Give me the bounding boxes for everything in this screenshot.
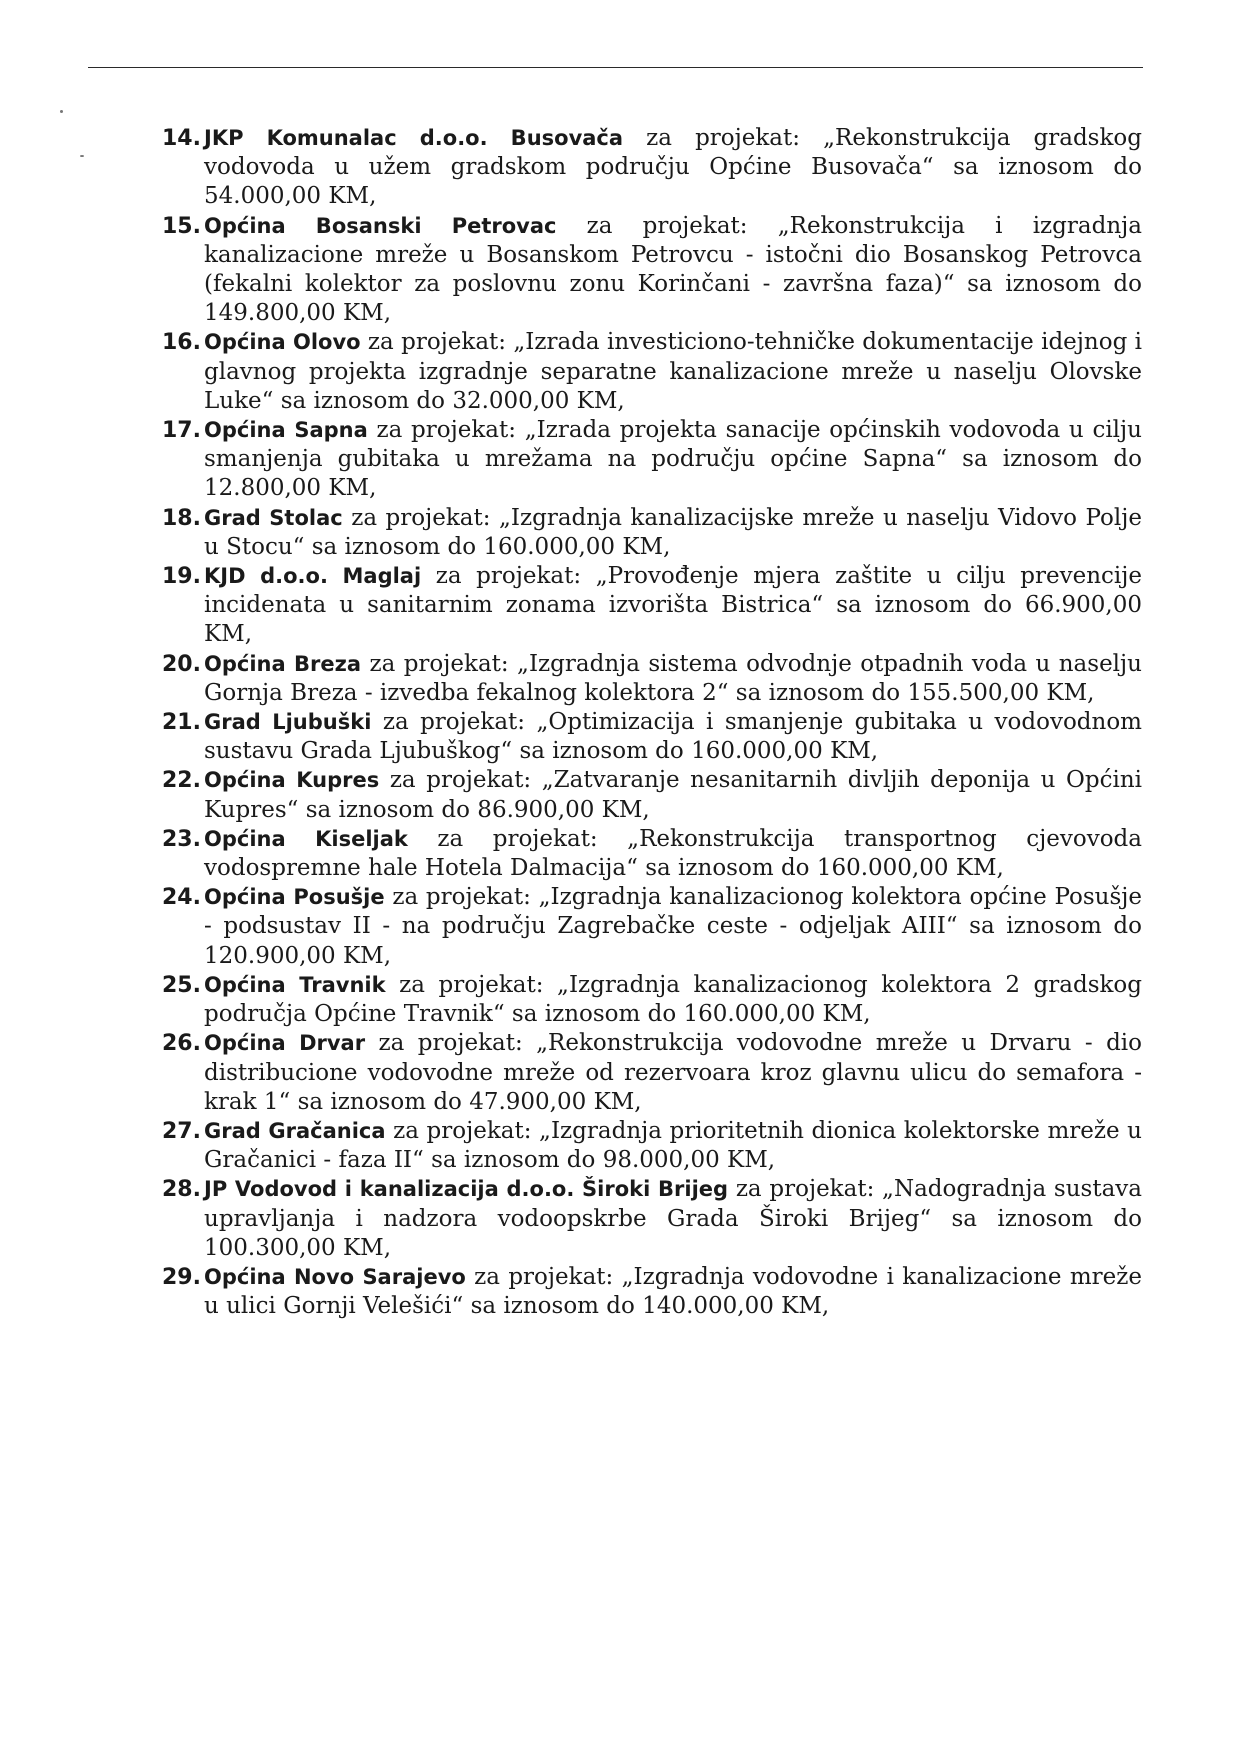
item-text: za projekat: „Zatvaranje nesanitarnih divljih deponija u Općini Kupres“ sa iznosom do 86.900,00 KM, <box>204 767 1143 823</box>
item-text: za projekat: „Izgradnja prioritetnih dionica kolektorske mreže u Gračanici - faza II“ sa iznosom do 98.000,00 KM, <box>204 1117 1142 1174</box>
item-text: za projekat: „Provođenje mjera zaštite u cilju prevencije incidenata u sanitarnim zonama izvorišta Bistrica“ sa iznosom do 66.900,00 KM, <box>204 563 1142 648</box>
item-beneficiary: Općina Drvar <box>204 1031 366 1056</box>
item-beneficiary: Općina Bosanski Petrovac <box>204 213 557 238</box>
item-beneficiary: Općina Novo Sarajevo <box>204 1264 466 1289</box>
item-number: 24. <box>162 885 201 911</box>
item-number: 20. <box>162 651 201 677</box>
item-text: za projekat: „Rekonstrukcija transportnog cjevovoda vodospremne hale Hotela Dalmacija“ sa iznosom do 160.000,00 KM, <box>204 825 1142 882</box>
item-text: za projekat: „Izgradnja vodovodne i kanalizacione mreže u ulici Gornji Velešići“ sa iznosom do 140.000,00 KM, <box>204 1263 1142 1320</box>
item-text: za projekat: „Izrada projekta sanacije općinskih vodovoda u cilju smanjenja gubitaka u mrežama na području općine Sapna“ sa iznosom do 12.800,00 KM, <box>204 417 1142 502</box>
list-item <box>162 883 1142 971</box>
item-number: 14. <box>162 126 201 151</box>
list-item <box>162 766 1142 824</box>
item-beneficiary: Grad Ljubuški <box>204 710 372 735</box>
item-text: za projekat: „Izgradnja sistema odvodnje otpadnih voda u naselju Gornja Breza - izvedba fekalnog kolektora 2“ sa iznosom do 155.500,00 KM, <box>204 650 1142 706</box>
scan-speck <box>80 155 84 157</box>
item-number: 15. <box>162 213 201 239</box>
item-text: za projekat: „Izgradnja kanalizacionog kolektora općine Posušje - podsustav II - na području Zagrebačke ceste - odjeljak AIII“ sa iznosom do 120.900,00 KM, <box>204 884 1142 969</box>
item-number: 23. <box>162 826 201 852</box>
list-item <box>162 825 1142 883</box>
item-number: 25. <box>162 972 201 998</box>
scan-speck <box>60 110 63 113</box>
item-number: 16. <box>162 330 201 356</box>
list-item <box>162 562 1142 650</box>
item-beneficiary: KJD d.o.o. Maglaj <box>204 564 422 589</box>
item-number: 26. <box>162 1031 201 1057</box>
item-number: 28. <box>162 1177 201 1203</box>
item-beneficiary: Općina Posušje <box>204 885 385 910</box>
item-number: 18. <box>162 505 201 531</box>
item-number: 19. <box>162 564 201 590</box>
item-text: za projekat: „Izgradnja kanalizacijske mreže u naselju Vidovo Polje u Stocu“ sa iznosom do 160.000,00 KM, <box>204 504 1142 560</box>
list-item <box>162 124 1142 212</box>
project-list <box>162 124 1142 1321</box>
item-text: za projekat: „Rekonstrukcija vodovodne mreže u Drvaru - dio distribucione vodovodne mreže od rezervoara kroz glavnu ulicu do semafora - krak 1“ sa iznosom do 47.900,00 KM, <box>204 1030 1143 1115</box>
list-item <box>162 1175 1142 1263</box>
item-beneficiary: Općina Sapna <box>204 418 368 443</box>
item-beneficiary: JP Vodovod i kanalizacija d.o.o. Široki Brijeg <box>204 1177 729 1202</box>
item-number: 21. <box>162 710 201 736</box>
top-rule <box>88 67 1143 68</box>
item-text: za projekat: „Izgradnja kanalizacionog kolektora 2 gradskog područja Općine Travnik“ sa iznosom do 160.000,00 KM, <box>204 971 1143 1028</box>
list-item <box>162 328 1142 416</box>
item-number: 27. <box>162 1118 201 1144</box>
item-number: 17. <box>162 418 201 444</box>
item-beneficiary: Grad Stolac <box>204 505 343 530</box>
item-text: za projekat: „Nadogradnja sustava upravljanja i nadzora vodoopskrbe Grada Široki Brijeg“ sa iznosom do 100.300,00 KM, <box>204 1176 1142 1261</box>
item-beneficiary: Općina Kupres <box>204 768 380 793</box>
item-beneficiary: Grad Gračanica <box>204 1118 386 1143</box>
list-item <box>162 708 1142 766</box>
item-text: za projekat: „Rekonstrukcija gradskog vodovoda u užem gradskom području Općine Busovača“ sa iznosom do 54.000,00 KM, <box>204 125 1142 210</box>
list-item <box>162 1263 1142 1321</box>
item-beneficiary: Općina Breza <box>204 651 362 676</box>
item-beneficiary: Općina Travnik <box>204 972 386 997</box>
list-item <box>162 1117 1142 1175</box>
list-item <box>162 1029 1142 1117</box>
list-item <box>162 212 1142 329</box>
item-number: 29. <box>162 1264 201 1290</box>
item-number: 22. <box>162 768 201 794</box>
list-item <box>162 971 1142 1029</box>
item-text: za projekat: „Izrada investiciono-tehničke dokumentacije idejnog i glavnog projekta izgradnje separatne kanalizacione mreže u naselju Olovske Luke“ sa iznosom do 32.000,00 KM, <box>204 329 1142 414</box>
list-item <box>162 650 1142 708</box>
list-item <box>162 504 1142 562</box>
item-beneficiary: Općina Olovo <box>204 330 361 355</box>
item-beneficiary: Općina Kiseljak <box>204 826 408 851</box>
item-beneficiary: JKP Komunalac d.o.o. Busovača <box>204 126 624 150</box>
item-text: za projekat: „Rekonstrukcija i izgradnja kanalizacione mreže u Bosanskom Petrovcu - istočni dio Bosanskog Petrovca (fekalni kolektor za poslovnu zonu Korinčani - završna faza)“ sa iznosom do 149.800,00 KM, <box>204 212 1142 327</box>
item-text: za projekat: „Optimizacija i smanjenje gubitaka u vodovodnom sustavu Grada Ljubuškog“ sa iznosom do 160.000,00 KM, <box>204 709 1142 765</box>
list-item <box>162 416 1142 504</box>
